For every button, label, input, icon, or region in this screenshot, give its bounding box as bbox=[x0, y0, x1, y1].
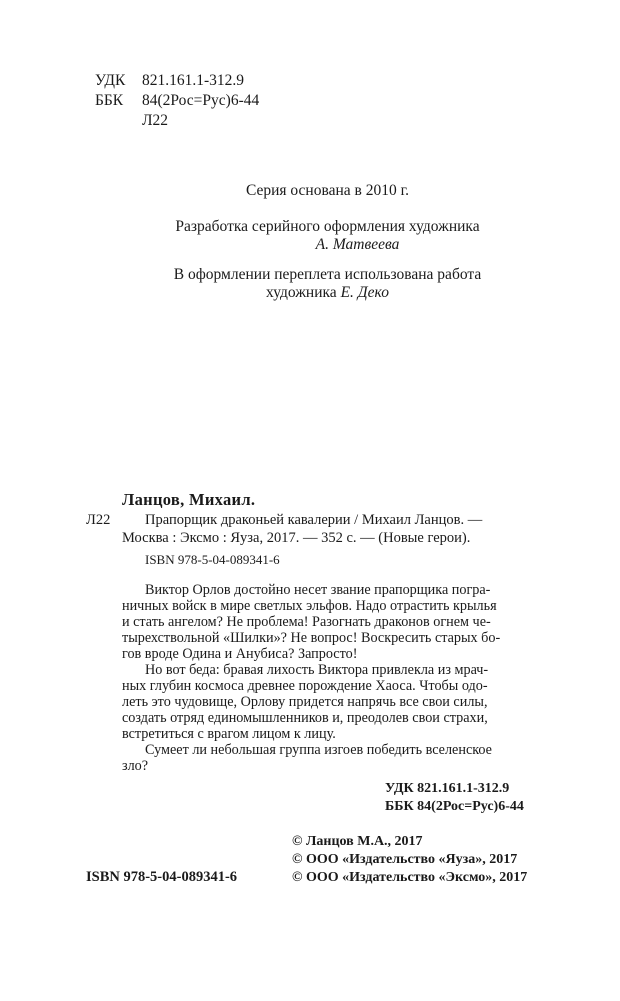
annotation-line: встретиться с врагом лицом к лицу. bbox=[122, 726, 336, 742]
annotation-line: ных глубин космоса древнее порождение Хаоса. Чтобы одо- bbox=[122, 678, 488, 694]
copyright-yauza: © ООО «Издательство «Яуза», 2017 bbox=[292, 852, 518, 867]
classification-udk: УДК 821.161.1-312.9 bbox=[385, 781, 510, 796]
isbn-record: ISBN 978-5-04-089341-6 bbox=[145, 552, 280, 567]
author-mark: Л22 bbox=[86, 512, 111, 528]
copyright-eksmo: © ООО «Издательство «Эксмо», 2017 bbox=[292, 870, 528, 885]
annotation-line: Но вот беда: бравая лихость Виктора привлекла из мрач- bbox=[145, 662, 489, 678]
annotation-line: Сумеет ли небольшая группа изгоев победить вселенское bbox=[145, 742, 492, 758]
classification-bbk: ББК 84(2Рос=Рус)6-44 bbox=[385, 799, 524, 814]
annotation-line: Виктор Орлов достойно несет звание прапорщика погра- bbox=[145, 582, 491, 598]
title-line-2: Москва : Эксмо : Яуза, 2017. — 352 с. — (Новые герои). bbox=[122, 530, 471, 546]
annotation-line: ничных войск в мире светлых эльфов. Надо отрастить крылья bbox=[122, 598, 497, 614]
annotation-line: гов вроде Одина и Анубиса? Запросто! bbox=[122, 646, 358, 662]
annotation-line: создать отряд единомышленников и, преодолев свои страхи, bbox=[122, 710, 488, 726]
cover-credit-artist-line bbox=[100, 283, 555, 302]
title-line-1: Прапорщик драконьей кавалерии / Михаил Ланцов. — bbox=[145, 512, 483, 528]
series-founded: Серия основана в 2010 г. bbox=[245, 182, 410, 199]
cover-credit-prefix: художника bbox=[266, 284, 337, 301]
bbk-label: ББК bbox=[95, 92, 124, 109]
annotation-line: и стать ангелом? Не проблема! Разогнать драконов огнем че- bbox=[122, 614, 491, 630]
author-mark-top: Л22 bbox=[142, 112, 169, 129]
udk-label: УДК bbox=[95, 72, 126, 89]
annotation-line: тырехствольной «Шилки»? Не вопрос! Воскресить старых бо- bbox=[122, 630, 501, 646]
isbn-bold: ISBN 978-5-04-089341-6 bbox=[86, 869, 238, 885]
udk-value: 821.161.1-312.9 bbox=[142, 72, 245, 89]
cover-credit-line: В оформлении переплета использована работа bbox=[173, 266, 482, 283]
bbk-value: 84(2Рос=Рус)6-44 bbox=[142, 92, 260, 109]
series-design-artist: А. Матвеева bbox=[315, 236, 400, 253]
copyright-author: © Ланцов М.А., 2017 bbox=[292, 834, 423, 849]
annotation-line: леть это чудовище, Орлову придется напрячь все свои силы, bbox=[122, 694, 488, 710]
series-design-line: Разработка серийного оформления художника bbox=[175, 218, 480, 235]
cover-artist: Е. Деко bbox=[340, 284, 389, 301]
annotation-line: зло? bbox=[122, 758, 149, 774]
author-heading: Ланцов, Михаил. bbox=[122, 490, 256, 509]
